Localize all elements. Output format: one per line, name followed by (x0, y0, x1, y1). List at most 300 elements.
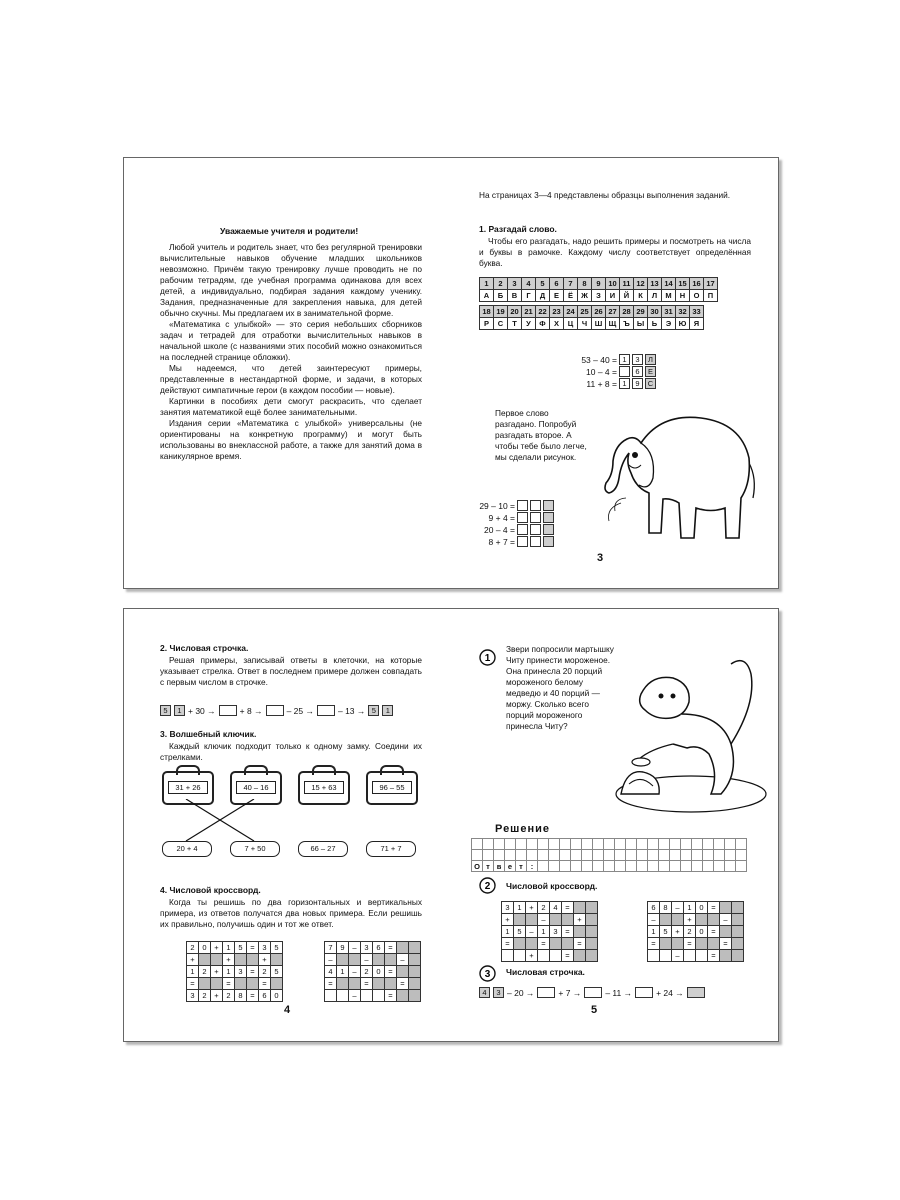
crossword-row (187, 942, 283, 954)
alphabet-letter: Ц (564, 318, 578, 330)
svg-text:2: 2 (484, 881, 491, 892)
crossword-cell: = (574, 938, 586, 950)
alphabet-number: 1 (480, 278, 494, 290)
crossword-cell: 5 (235, 942, 247, 954)
crossword-cell: + (684, 914, 696, 926)
crossword-cell: 1 (337, 966, 349, 978)
crossword-cell (562, 938, 574, 950)
solution-cell (516, 850, 527, 861)
solution-cell (637, 850, 648, 861)
solution-cell (615, 861, 626, 872)
crossword-cell: = (361, 978, 373, 990)
solution-cell (571, 861, 582, 872)
crossword-cell (211, 978, 223, 990)
answer-letter-box (543, 536, 554, 547)
crossword-cell (732, 938, 744, 950)
chain-end-digit: 1 (382, 705, 393, 716)
solution-cell (692, 861, 703, 872)
crossword-cell: 5 (660, 926, 672, 938)
crossword-cell: = (708, 926, 720, 938)
solution-cell (648, 861, 659, 872)
chain-operation: – 13 → (337, 705, 366, 716)
answer-letter-box (543, 500, 554, 511)
solution-cell (714, 861, 725, 872)
alphabet-number: 30 (648, 306, 662, 318)
alphabet-number: 28 (620, 306, 634, 318)
alphabet-letter: Э (662, 318, 676, 330)
crossword-cell: 1 (223, 966, 235, 978)
alphabet-number: 18 (480, 306, 494, 318)
solution-cell (615, 839, 626, 850)
alphabet-number: 19 (494, 306, 508, 318)
crossword-cell: + (211, 990, 223, 1002)
solution-cell (472, 850, 483, 861)
intro-note: На страницах 3—4 представлены образцы выполнения заданий. (479, 190, 731, 200)
crossword-cell (409, 942, 421, 954)
crossword-cell (337, 954, 349, 966)
solution-cell (736, 861, 747, 872)
crossword-cell: 6 (373, 942, 385, 954)
paragraph: Издания серии «Математика с улыбкой» универсальны (не ориентированы на конкретную программу) и могут быть использованы во внеклассной работе, а также для занятий дома в каникулярное время. (160, 418, 422, 461)
solution-cell (725, 850, 736, 861)
solution-cell (670, 850, 681, 861)
crossword-cell: + (211, 966, 223, 978)
alphabet-letters-row (480, 290, 718, 302)
crossword-cell (373, 954, 385, 966)
solution-cell (516, 839, 527, 850)
task-badge-3 (479, 965, 496, 982)
alphabet-number: 13 (648, 278, 662, 290)
alphabet-letter: Ш (592, 318, 606, 330)
task-text (160, 655, 422, 688)
crossword-cell (708, 914, 720, 926)
number-chain (479, 987, 705, 998)
alphabet-letter: А (480, 290, 494, 302)
crossword-cell: = (684, 938, 696, 950)
crossword-cell: = (708, 950, 720, 962)
alphabet-numbers-row (480, 306, 704, 318)
alphabet-letter: Т (508, 318, 522, 330)
page-number: 4 (284, 1004, 291, 1016)
solution-cell (527, 839, 538, 850)
solution-cell (659, 839, 670, 850)
crossword-cell (409, 966, 421, 978)
crossword-cell (409, 954, 421, 966)
solution-cell (736, 839, 747, 850)
solution-cell (538, 839, 549, 850)
crossword-cell: = (720, 938, 732, 950)
solution-cell (681, 861, 692, 872)
solution-grid (471, 838, 747, 872)
chain-start-digit: 1 (174, 705, 185, 716)
solution-cell (714, 839, 725, 850)
crossword-cell (660, 914, 672, 926)
crossword-cell (672, 938, 684, 950)
example-expression: 9 + 4 = (488, 512, 515, 523)
crossword-cell: + (526, 950, 538, 962)
crossword-cell (247, 954, 259, 966)
lock-shackle (380, 765, 404, 775)
task-example-row (469, 512, 554, 523)
page-3 (451, 158, 778, 588)
intro-text (160, 242, 422, 462)
crossword-cell: + (223, 954, 235, 966)
task-text-paragraph: Решая примеры, записывай ответы в клеточки, на которые указывает стрелка. Ответ в последнем примере должен совпадать с первым числом в строчке. (160, 655, 422, 687)
alphabet-letter: Ж (578, 290, 592, 302)
solution-cell (725, 861, 736, 872)
solution-cell (626, 861, 637, 872)
crossword-3 (501, 901, 598, 962)
alphabet-number: 26 (592, 306, 606, 318)
alphabet-letter: Б (494, 290, 508, 302)
crossword-cell: 8 (660, 902, 672, 914)
task-title: 4. Числовой кроссворд. (160, 885, 261, 895)
alphabet-table-2 (479, 305, 704, 330)
crossword-cell: – (349, 990, 361, 1002)
lock-expression: 96 – 55 (372, 781, 412, 794)
solution-cell (494, 850, 505, 861)
solution-cell (560, 839, 571, 850)
crossword-cell (397, 990, 409, 1002)
alphabet-number: 3 (508, 278, 522, 290)
answer-digit-box: 3 (632, 354, 643, 365)
alphabet-letter: Ч (578, 318, 592, 330)
alphabet-letter: Й (620, 290, 634, 302)
crossword-cell: – (349, 942, 361, 954)
alphabet-letter: Х (550, 318, 564, 330)
crossword-cell: = (397, 978, 409, 990)
answer-letter-box: С (645, 378, 656, 389)
solution-cell (637, 861, 648, 872)
lock-shackle (244, 765, 268, 775)
solution-cell (571, 850, 582, 861)
sample-example-row (571, 378, 656, 389)
crossword-cell (271, 978, 283, 990)
alphabet-letter: В (508, 290, 522, 302)
solution-cell: О (472, 861, 483, 872)
crossword-1 (186, 941, 283, 1002)
crossword-cell: 2 (187, 942, 199, 954)
alphabet-letter: Ю (676, 318, 690, 330)
answer-letter-box: Л (645, 354, 656, 365)
lock-expression: 40 – 16 (236, 781, 276, 794)
solution-cell: в (494, 861, 505, 872)
page-5 (451, 609, 778, 1041)
crossword-cell (586, 926, 598, 938)
crossword-cell (247, 978, 259, 990)
solution-cell (549, 861, 560, 872)
task-example-row (469, 524, 554, 535)
answer-letter-box (543, 524, 554, 535)
alphabet-number: 27 (606, 306, 620, 318)
task-example-row (469, 536, 554, 547)
chain-answer-box (317, 705, 335, 716)
crossword-cell: = (247, 990, 259, 1002)
solution-cell (725, 839, 736, 850)
crossword-cell: = (385, 942, 397, 954)
solution-cell (527, 850, 538, 861)
alphabet-number: 24 (564, 306, 578, 318)
crossword-cell: 0 (199, 942, 211, 954)
solution-cell (637, 839, 648, 850)
chain-start-digit: 4 (479, 987, 490, 998)
crossword-cell: = (247, 942, 259, 954)
chain-operation: + 8 → (239, 705, 263, 716)
solution-cell (560, 850, 571, 861)
crossword-cell (574, 926, 586, 938)
crossword-cell: – (361, 954, 373, 966)
alphabet-letter: Д (536, 290, 550, 302)
crossword-cell: = (187, 978, 199, 990)
task-title: 2. Числовая строчка. (160, 643, 249, 653)
task-title: 1. Разгадай слово. (479, 224, 557, 234)
solution-cell (538, 850, 549, 861)
solution-cell (483, 839, 494, 850)
page-title: Уважаемые учителя и родители! (220, 226, 359, 236)
solution-cell (703, 839, 714, 850)
alphabet-number: 22 (536, 306, 550, 318)
crossword-cell: 6 (648, 902, 660, 914)
alphabet-letter: Щ (606, 318, 620, 330)
lock-shackle (312, 765, 336, 775)
page-2 (124, 158, 451, 588)
crossword-cell: 1 (684, 902, 696, 914)
crossword-cell (235, 954, 247, 966)
crossword-cell: – (349, 966, 361, 978)
solution-cell: т (483, 861, 494, 872)
alphabet-letter: Н (676, 290, 690, 302)
example-expression: 29 – 10 = (479, 500, 515, 511)
crossword-cell: 1 (187, 966, 199, 978)
crossword-cell (514, 938, 526, 950)
answer-digit-box (517, 500, 528, 511)
crossword-cell: 0 (696, 902, 708, 914)
solution-cell (703, 861, 714, 872)
alphabet-letter: Ь (648, 318, 662, 330)
crossword-cell: – (397, 954, 409, 966)
lock-shackle (176, 765, 200, 775)
crossword-cell: 0 (696, 926, 708, 938)
solution-cell (659, 861, 670, 872)
answer-digit-box: 1 (619, 378, 630, 389)
chain-operation: + 7 → (558, 987, 582, 998)
solution-cell (681, 839, 692, 850)
alphabet-letter: З (592, 290, 606, 302)
crossword-cell (696, 914, 708, 926)
solution-row (472, 839, 747, 850)
chain-answer-box (687, 987, 705, 998)
alphabet-number: 20 (508, 306, 522, 318)
crossword-cell (550, 950, 562, 962)
crossword-cell: = (259, 978, 271, 990)
crossword-cell (720, 950, 732, 962)
crossword-cell (385, 954, 397, 966)
crossword-row (325, 978, 421, 990)
crossword-cell: 7 (325, 942, 337, 954)
crossword-cell: 9 (337, 942, 349, 954)
alphabet-number: 8 (578, 278, 592, 290)
crossword-row (187, 978, 283, 990)
answer-digit-box (517, 536, 528, 547)
crossword-row (325, 942, 421, 954)
crossword-cell (708, 938, 720, 950)
crossword-cell: – (672, 950, 684, 962)
solution-cell (582, 850, 593, 861)
crossword-row (648, 902, 744, 914)
solution-cell (549, 850, 560, 861)
crossword-cell: – (720, 914, 732, 926)
task-text-paragraph: Чтобы его разгадать, надо решить примеры и посмотреть на числа и буквы в рамочке. Каждому числу соответствует определённая буква. (479, 236, 751, 268)
crossword-cell (526, 938, 538, 950)
crossword-cell (720, 926, 732, 938)
task-title: Числовой кроссворд. (506, 881, 598, 891)
solution-cell (549, 839, 560, 850)
answer-digit-box (517, 524, 528, 535)
alphabet-letter: Г (522, 290, 536, 302)
solution-cell (505, 839, 516, 850)
alphabet-number: 29 (634, 306, 648, 318)
crossword-2 (324, 941, 421, 1002)
crossword-cell (514, 950, 526, 962)
paragraph: Картинки в пособиях дети смогут раскрасить, что сделает занятия математикой ещё более занимательными. (160, 396, 422, 417)
crossword-cell: 2 (361, 966, 373, 978)
chain-answer-box (635, 987, 653, 998)
crossword-cell: – (672, 902, 684, 914)
crossword-cell (325, 990, 337, 1002)
answer-digit-box (530, 500, 541, 511)
alphabet-letter: Р (480, 318, 494, 330)
crossword-cell (574, 902, 586, 914)
example-expression: 10 – 4 = (586, 366, 617, 377)
solution-cell (736, 850, 747, 861)
chain-end-digit: 5 (368, 705, 379, 716)
task-text (160, 741, 422, 763)
alphabet-letter: Л (648, 290, 662, 302)
crossword-cell (271, 954, 283, 966)
crossword-cell: + (574, 914, 586, 926)
alphabet-letter: Е (550, 290, 564, 302)
alphabet-number: 32 (676, 306, 690, 318)
solution-cell (648, 850, 659, 861)
crossword-cell: 6 (259, 990, 271, 1002)
crossword-cell (409, 978, 421, 990)
crossword-cell (526, 914, 538, 926)
crossword-cell: – (538, 914, 550, 926)
crossword-cell (235, 978, 247, 990)
alphabet-letter: С (494, 318, 508, 330)
crossword-cell (684, 950, 696, 962)
crossword-cell (648, 950, 660, 962)
alphabet-number: 15 (676, 278, 690, 290)
solution-cell (560, 861, 571, 872)
answer-digit-box (619, 366, 630, 377)
crossword-cell: – (648, 914, 660, 926)
crossword-cell: = (538, 938, 550, 950)
alphabet-letter: Ы (634, 318, 648, 330)
alphabet-letter: Ф (536, 318, 550, 330)
crossword-row (502, 914, 598, 926)
chain-start-digit: 5 (160, 705, 171, 716)
number-chain (160, 705, 393, 716)
alphabet-number: 5 (536, 278, 550, 290)
crossword-cell: = (562, 902, 574, 914)
alphabet-table-1 (479, 277, 718, 302)
crossword-cell: 3 (259, 942, 271, 954)
alphabet-letter: О (690, 290, 704, 302)
crossword-cell: 2 (538, 902, 550, 914)
alphabet-number: 25 (578, 306, 592, 318)
crossword-cell (586, 902, 598, 914)
answer-digit-box: 6 (632, 366, 643, 377)
crossword-cell: 1 (223, 942, 235, 954)
crossword-cell (361, 990, 373, 1002)
crossword-row (187, 966, 283, 978)
answer-letter-box (543, 512, 554, 523)
crossword-cell (562, 914, 574, 926)
solution-cell (659, 850, 670, 861)
example-expression: 20 – 4 = (484, 524, 515, 535)
crossword-row (325, 954, 421, 966)
crossword-cell: 5 (271, 966, 283, 978)
crossword-row (187, 990, 283, 1002)
monkey-illustration (581, 644, 771, 814)
alphabet-letters-row (480, 318, 704, 330)
crossword-cell: = (325, 978, 337, 990)
key: 7 + 50 (230, 841, 280, 857)
alphabet-number: 2 (494, 278, 508, 290)
solution-cell (648, 839, 659, 850)
paragraph: Любой учитель и родитель знает, что без регулярной тренировки вычислительные навыков обучение младших школьников невозможно. Причём такую тренировку лучше проводить не по рабочим тетрадям, где учебная программа одинакова для всех детей, а индивидуально, подбирая задания каждому ученику. Задания, предназначенные для закрепления навыка, для детей обычно скучны. Мы предлагаем их в занимательной форме. (160, 242, 422, 318)
chain-operation: + 24 → (656, 987, 684, 998)
chain-operation: – 20 → (507, 987, 535, 998)
chain-operation: – 11 → (605, 987, 633, 998)
crossword-cell (732, 950, 744, 962)
crossword-cell (514, 914, 526, 926)
key: 71 + 7 (366, 841, 416, 857)
crossword-cell (732, 902, 744, 914)
alphabet-letter: Ъ (620, 318, 634, 330)
solution-cell (593, 839, 604, 850)
crossword-row (648, 914, 744, 926)
alphabet-number: 31 (662, 306, 676, 318)
sample-example-row (571, 354, 656, 365)
lock-expression: 31 + 26 (168, 781, 208, 794)
crossword-cell: = (648, 938, 660, 950)
crossword-cell (672, 914, 684, 926)
crossword-cell: 3 (235, 966, 247, 978)
crossword-cell: + (526, 902, 538, 914)
task-text (479, 236, 751, 269)
alphabet-letter: И (606, 290, 620, 302)
crossword-cell: 2 (259, 966, 271, 978)
crossword-row (502, 902, 598, 914)
alphabet-number: 23 (550, 306, 564, 318)
solution-cell (714, 850, 725, 861)
answer-letter-box: Е (645, 366, 656, 377)
task-title: 3. Волшебный ключик. (160, 729, 257, 739)
alphabet-number: 4 (522, 278, 536, 290)
solution-cell (571, 839, 582, 850)
solution-cell (472, 839, 483, 850)
solution-cell (538, 861, 549, 872)
solution-label: Решение (495, 823, 550, 835)
answer-digit-box (517, 512, 528, 523)
crossword-cell: 1 (648, 926, 660, 938)
crossword-cell (732, 914, 744, 926)
crossword-cell (349, 978, 361, 990)
crossword-row (187, 954, 283, 966)
crossword-cell: 5 (514, 926, 526, 938)
